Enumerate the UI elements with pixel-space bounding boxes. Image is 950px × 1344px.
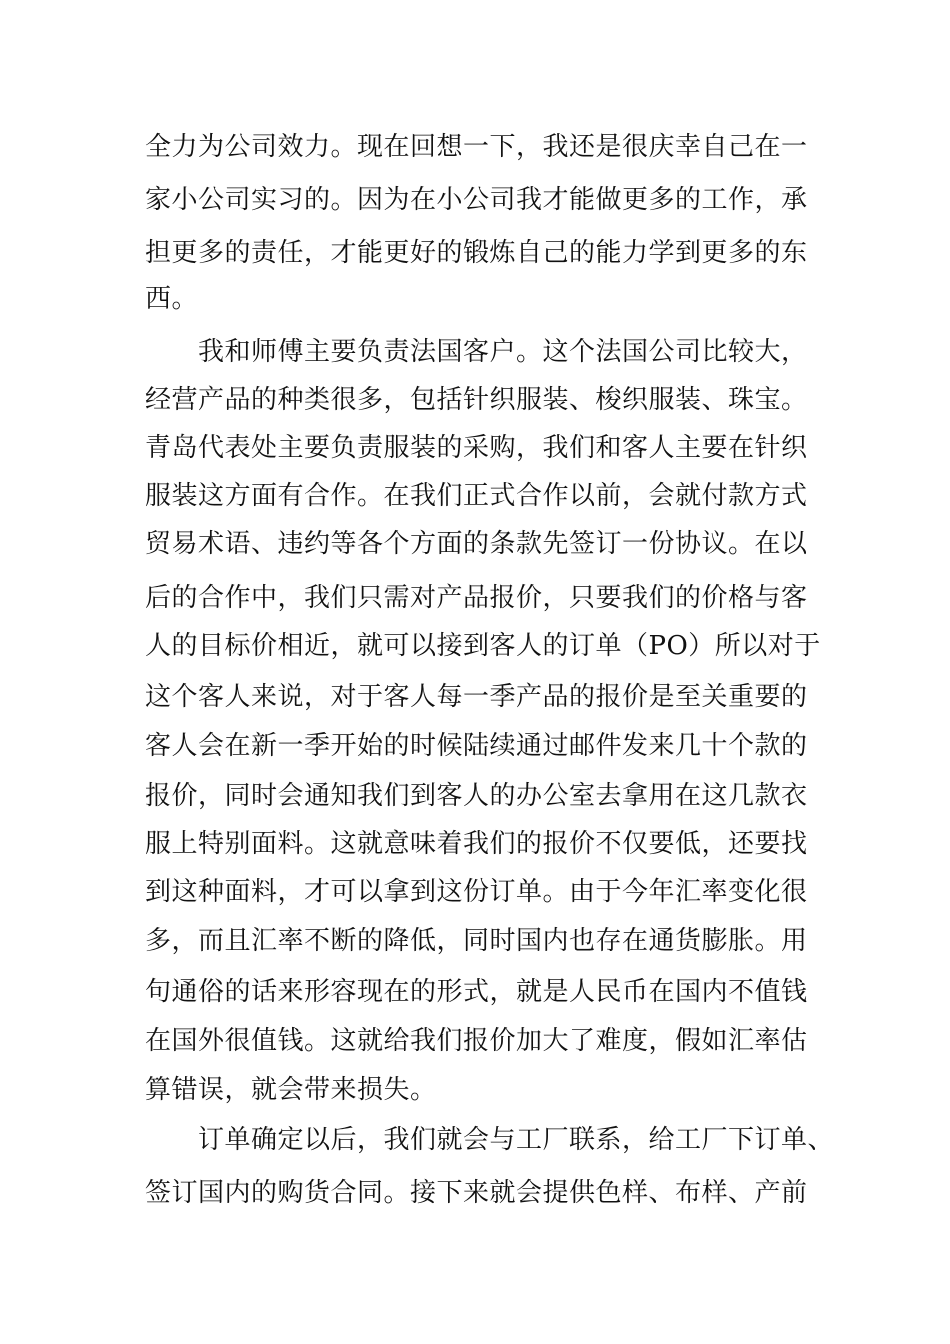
- text-line: 到这种面料，才可以拿到这份订单。由于今年汇率变化很: [145, 877, 808, 907]
- text-line: 后的合作中，我们只需对产品报价，只要我们的价格与客: [145, 583, 808, 613]
- text-line: 青岛代表处主要负责服装的采购，我们和客人主要在针织: [145, 433, 808, 463]
- text-line: 句通俗的话来形容现在的形式，就是人民币在国内不值钱: [145, 977, 808, 1007]
- text-line: 签订国内的购货合同。接下来就会提供色样、布样、产前: [145, 1178, 808, 1208]
- text-line: 全力为公司效力。现在回想一下，我还是很庆幸自己在一: [145, 132, 808, 162]
- text-line: 西。: [145, 284, 199, 314]
- text-line: 这个客人来说，对于客人每一季产品的报价是至关重要的: [145, 682, 808, 712]
- text-line: 担更多的责任，才能更好的锻炼自己的能力学到更多的东: [145, 238, 808, 268]
- text-line: 经营产品的种类很多，包括针织服装、梭织服装、珠宝。: [145, 385, 808, 415]
- text-line: 家小公司实习的。因为在小公司我才能做更多的工作，承: [145, 185, 808, 215]
- text-line: 贸易术语、违约等各个方面的条款先签订一份协议。在以: [145, 529, 808, 559]
- text-line: 报价，同时会通知我们到客人的办公室去拿用在这几款衣: [145, 781, 808, 811]
- text-line: 在国外很值钱。这就给我们报价加大了难度，假如汇率估: [145, 1026, 808, 1056]
- text-line: 多，而且汇率不断的降低，同时国内也存在通货膨胀。用: [145, 926, 808, 956]
- text-line: 服装这方面有合作。在我们正式合作以前，会就付款方式: [145, 481, 808, 511]
- paragraph-first-line: 我和师傅主要负责法国客户。这个法国公司比较大，: [198, 337, 808, 367]
- text-line: 算错误，就会带来损失。: [145, 1075, 437, 1105]
- text-line: 服上特别面料。这就意味着我们的报价不仅要低，还要找: [145, 829, 808, 859]
- paragraph-first-line: 订单确定以后，我们就会与工厂联系，给工厂下订单、: [198, 1125, 835, 1155]
- text-line: 人的目标价相近，就可以接到客人的订单（PO）所以对于: [145, 631, 821, 661]
- text-line: 客人会在新一季开始的时候陆续通过邮件发来几十个款的: [145, 731, 808, 761]
